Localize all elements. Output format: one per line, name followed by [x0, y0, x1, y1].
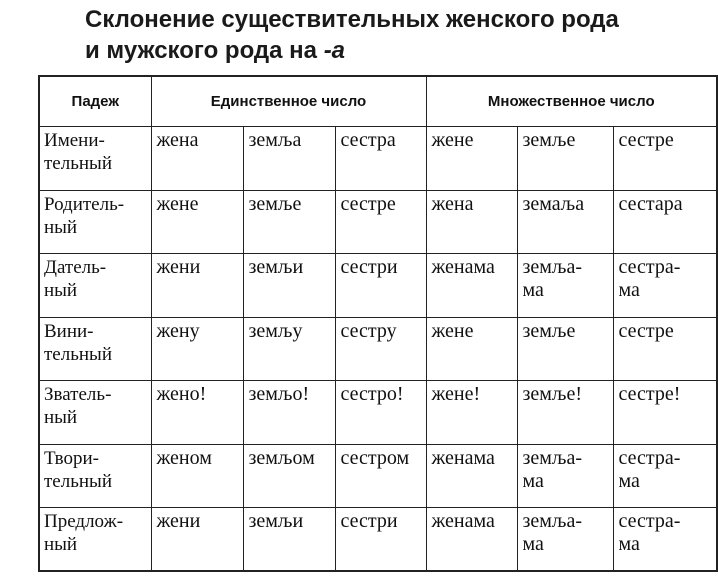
- table-row: [39, 381, 717, 445]
- plural-zemlja: земље!: [517, 381, 613, 445]
- singular-sestra: сестри: [335, 254, 426, 318]
- singular-zhena: жено!: [151, 381, 243, 445]
- header-row: [39, 76, 717, 127]
- title-line-2-prefix: и мужского рода на: [85, 37, 324, 64]
- singular-zhena: жена: [151, 127, 243, 191]
- header-plural: Множественное число: [426, 76, 717, 127]
- plural-zemlja: земаља: [517, 190, 613, 254]
- plural-sestra: сестра- ма: [613, 508, 717, 572]
- plural-sestra: сестра- ма: [613, 444, 717, 508]
- plural-zemlja: земља- ма: [517, 444, 613, 508]
- table-row: [39, 127, 717, 191]
- plural-sestra: сестре: [613, 127, 717, 191]
- plural-zhena: женама: [426, 254, 517, 318]
- singular-zemlja: земље: [243, 190, 335, 254]
- plural-sestra: сестре: [613, 317, 717, 381]
- header-case: Падеж: [39, 76, 151, 127]
- singular-zemlja: земља: [243, 127, 335, 191]
- title-line-1: Склонение существительных женского рода: [85, 6, 619, 33]
- table-row: [39, 317, 717, 381]
- singular-sestra: сестру: [335, 317, 426, 381]
- singular-zhena: жене: [151, 190, 243, 254]
- plural-zhena: жена: [426, 190, 517, 254]
- singular-zemlja: земљи: [243, 254, 335, 318]
- singular-zemlja: земљу: [243, 317, 335, 381]
- plural-zemlja: земља- ма: [517, 254, 613, 318]
- singular-sestra: сестро!: [335, 381, 426, 445]
- table-row: [39, 508, 717, 572]
- declension-table: [38, 75, 718, 572]
- table-row: [39, 444, 717, 508]
- plural-zhena: жене: [426, 127, 517, 191]
- singular-zemlja: земљо!: [243, 381, 335, 445]
- singular-sestra: сестром: [335, 444, 426, 508]
- case-name: Вини- тельный: [39, 317, 151, 381]
- case-name: Родитель- ный: [39, 190, 151, 254]
- plural-zhena: женама: [426, 508, 517, 572]
- singular-sestra: сестра: [335, 127, 426, 191]
- singular-zhena: жени: [151, 508, 243, 572]
- case-name: Зватель- ный: [39, 381, 151, 445]
- plural-zemlja: земље: [517, 127, 613, 191]
- case-name: Имени- тельный: [39, 127, 151, 191]
- title-line-2: [85, 35, 685, 66]
- singular-sestra: сестри: [335, 508, 426, 572]
- singular-zhena: жену: [151, 317, 243, 381]
- title-line-2-suffix: -а: [323, 37, 346, 64]
- plural-sestra: сестара: [613, 190, 717, 254]
- plural-zemlja: земље: [517, 317, 613, 381]
- singular-zhena: жени: [151, 254, 243, 318]
- case-name: Датель- ный: [39, 254, 151, 318]
- plural-zhena: жене: [426, 317, 517, 381]
- case-name: Твори- тельный: [39, 444, 151, 508]
- plural-sestra: сестре!: [613, 381, 717, 445]
- header-singular: Единственное число: [151, 76, 426, 127]
- case-name: Предлож- ный: [39, 508, 151, 572]
- singular-zemlja: земљом: [243, 444, 335, 508]
- singular-zemlja: земљи: [243, 508, 335, 572]
- table-row: [39, 254, 717, 318]
- plural-zemlja: земља- ма: [517, 508, 613, 572]
- plural-sestra: сестра- ма: [613, 254, 717, 318]
- plural-zhena: жене!: [426, 381, 517, 445]
- table-row: [39, 190, 717, 254]
- plural-zhena: женама: [426, 444, 517, 508]
- singular-sestra: сестре: [335, 190, 426, 254]
- singular-zhena: женом: [151, 444, 243, 508]
- page-title: [85, 4, 685, 66]
